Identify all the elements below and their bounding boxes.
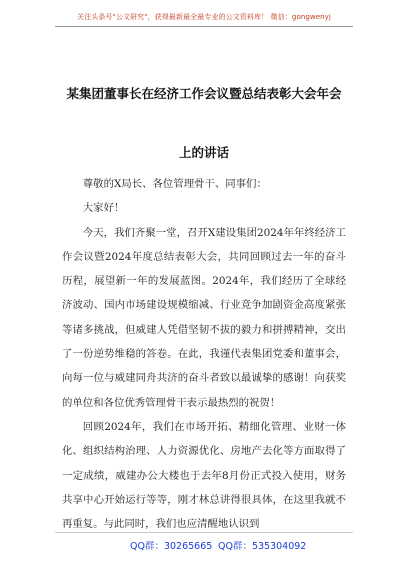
salutation: 尊敬的X局长、各位管理骨干、同事们：: [82, 178, 267, 190]
document-body: [62, 172, 346, 536]
qq-group-1: QQ群：30265665: [130, 541, 213, 552]
header-notice: 关注头条号"公文研究"，获得最新最全最专业的公文资料库！ 微信：gongwenyj: [77, 13, 331, 21]
footer-divider: [55, 532, 353, 533]
header-divider: [55, 26, 353, 27]
page-footer: [0, 532, 408, 572]
greeting: 大家好！: [82, 202, 125, 215]
body-paragraph: 今天，我们齐聚一堂，召开X建设集团2024年年终经济工作会议暨2024年度总结表彰大会，共同回顾过去一年的奋斗历程，展望新一年的发展蓝图。2024年，我们经历了全球经济波动、国内市场建设规模缩减、行业竞争加剧资金高度紧张等诸多挑战，但威建人凭借坚韧不拔的毅力和拼搏精神，交出了一份逆势维稳的答卷。在此，我谨代表集团党委和董事会，向每一位与威建同舟共济的奋斗者致以最诚挚的感谢！向获奖的单位和各位优秀管理骨干表示最热烈的祝贺！: [62, 226, 346, 409]
body-paragraph: 回顾2024年，我们在市场开拓、精细化管理、业财一体化、组织结构治理、人力资源优化、房地产去化等方面取得了一定成绩，威建办公大楼也于去年8月份正式投入使用，财务共享中心开始运行等等，刚才林总讲得很具体，在这里我就不再重复。与此同时，我们也应清醒地认识到: [62, 420, 346, 531]
page-header: [0, 0, 408, 30]
document-title: 某集团董事长在经济工作会议暨总结表彰大会年会上的讲话: [66, 86, 342, 160]
qq-group-2: QQ群：535304092: [218, 541, 307, 552]
